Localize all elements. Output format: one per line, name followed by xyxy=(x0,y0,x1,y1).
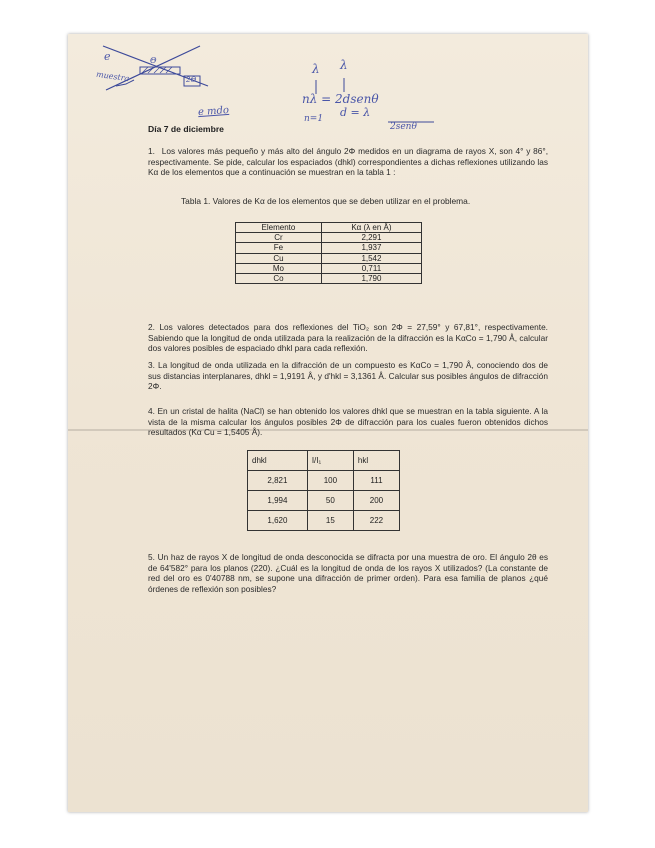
hw-bragg-law: nλ = 2dsenθ xyxy=(302,92,379,106)
table-row xyxy=(248,491,400,511)
table-cell: Co xyxy=(236,273,322,283)
hw-lambda-1: λ xyxy=(312,62,320,76)
table-row xyxy=(236,233,422,243)
day-heading: Día 7 de diciembre xyxy=(148,124,224,134)
hw-mark-small: Θ xyxy=(150,56,157,65)
table-1-header-cell: Elemento xyxy=(236,223,322,233)
table-cell: Cr xyxy=(236,233,322,243)
table-cell: Mo xyxy=(236,263,322,273)
question-5: 5. Un haz de rayos X de longitud de onda desconocida se difracta por una muestra de oro. El ángulo 2θ es de 64'582° para los planos (220). ¿Cuál es la longitud de onda de los rayos X utilizados? (La constante de red del oro es 0'40788 nm, se supone una difracción de primer orden). Para esa familia de planos ¿qué órdenes de reflexión son posibles? xyxy=(148,552,548,594)
question-1 xyxy=(148,146,548,178)
table-row xyxy=(236,263,422,273)
table-row xyxy=(236,273,422,283)
table-row xyxy=(236,253,422,263)
table-cell: 2,291 xyxy=(321,233,421,243)
hw-mark-left: e xyxy=(104,50,111,63)
hw-lambda-2: λ xyxy=(340,58,348,72)
table-1-caption: Tabla 1. Valores de Kα de los elementos que se deben utilizar en el problema. xyxy=(181,196,471,206)
table-cell: 200 xyxy=(353,491,399,511)
paper-sheet xyxy=(68,34,588,812)
question-2: 2. Los valores detectados para dos reflexiones del TiO₂ son 2Φ = 27,59° y 67,81°, respectivamente. Sabiendo que la longitud de onda utilizada para la realización de la difracción es la KαCo = 1,790 Å, calcular dos valores posibles de espaciado dhkl para cada reflexión. xyxy=(148,322,548,354)
table-cell: 2,821 xyxy=(248,471,308,491)
hw-n-equals-1: n=1 xyxy=(304,114,324,124)
table-1 xyxy=(235,222,422,284)
table-2-header-row xyxy=(248,451,400,471)
table-cell: 111 xyxy=(353,471,399,491)
hw-emodo: e mdo xyxy=(197,104,230,119)
table-2 xyxy=(247,450,400,531)
hw-muestra: muestra xyxy=(95,69,130,84)
question-3: 3. La longitud de onda utilizada en la difracción de un compuesto es KαCo = 1,790 Å, conociendo dos de sus distancias interplanares, dhkl = 1,9191 Å, y d'hkl = 3,1361 Å. Calcular sus posibles ángulos de difracción 2Φ. xyxy=(148,360,548,392)
table-cell: 50 xyxy=(307,491,353,511)
question-4: 4. En un cristal de halita (NaCl) se han obtenido los valores dhkl que se muestran en la tabla siguiente. A la vista de la misma calcular los ángulos posibles 2Φ de difracción para los cuales fueron obtenidos dichos resultados (Kα Cu = 1,5405 Å). xyxy=(148,406,548,438)
table-cell: 1,937 xyxy=(321,243,421,253)
table-cell: 1,994 xyxy=(248,491,308,511)
table-cell: 0,711 xyxy=(321,263,421,273)
table-1-header-row xyxy=(236,223,422,233)
table-cell: 1,542 xyxy=(321,253,421,263)
table-2-header-cell: dhkl xyxy=(248,451,308,471)
diffraction-sketch xyxy=(88,40,228,100)
hw-mark-box: 2Θ xyxy=(186,76,197,84)
table-cell: 1,790 xyxy=(321,273,421,283)
hw-denominator: 2senθ xyxy=(390,122,417,132)
table-cell: 1,620 xyxy=(248,511,308,531)
table-1-header-cell: Kα (λ en Å) xyxy=(321,223,421,233)
hw-d-expression: d = λ xyxy=(340,106,371,119)
table-2-header-cell: hkl xyxy=(353,451,399,471)
question-1-text: Los valores más pequeño y más alto del ángulo 2Φ medidos en un diagrama de rayos X, son 4° y 86°, respectivamente. Se pide, calcular los espaciados (dhkl) correspondientes a dichas reflexiones utilizando las Kα de los elementos que a continuación se muestran en la tabla 1 : xyxy=(148,146,548,178)
table-cell: 100 xyxy=(307,471,353,491)
question-1-number: 1. xyxy=(148,146,155,156)
table-row xyxy=(248,471,400,491)
table-cell: 15 xyxy=(307,511,353,531)
table-row xyxy=(236,243,422,253)
table-2-header-cell: I/I₁ xyxy=(307,451,353,471)
table-cell: Fe xyxy=(236,243,322,253)
table-cell: 222 xyxy=(353,511,399,531)
table-cell: Cu xyxy=(236,253,322,263)
table-row xyxy=(248,511,400,531)
